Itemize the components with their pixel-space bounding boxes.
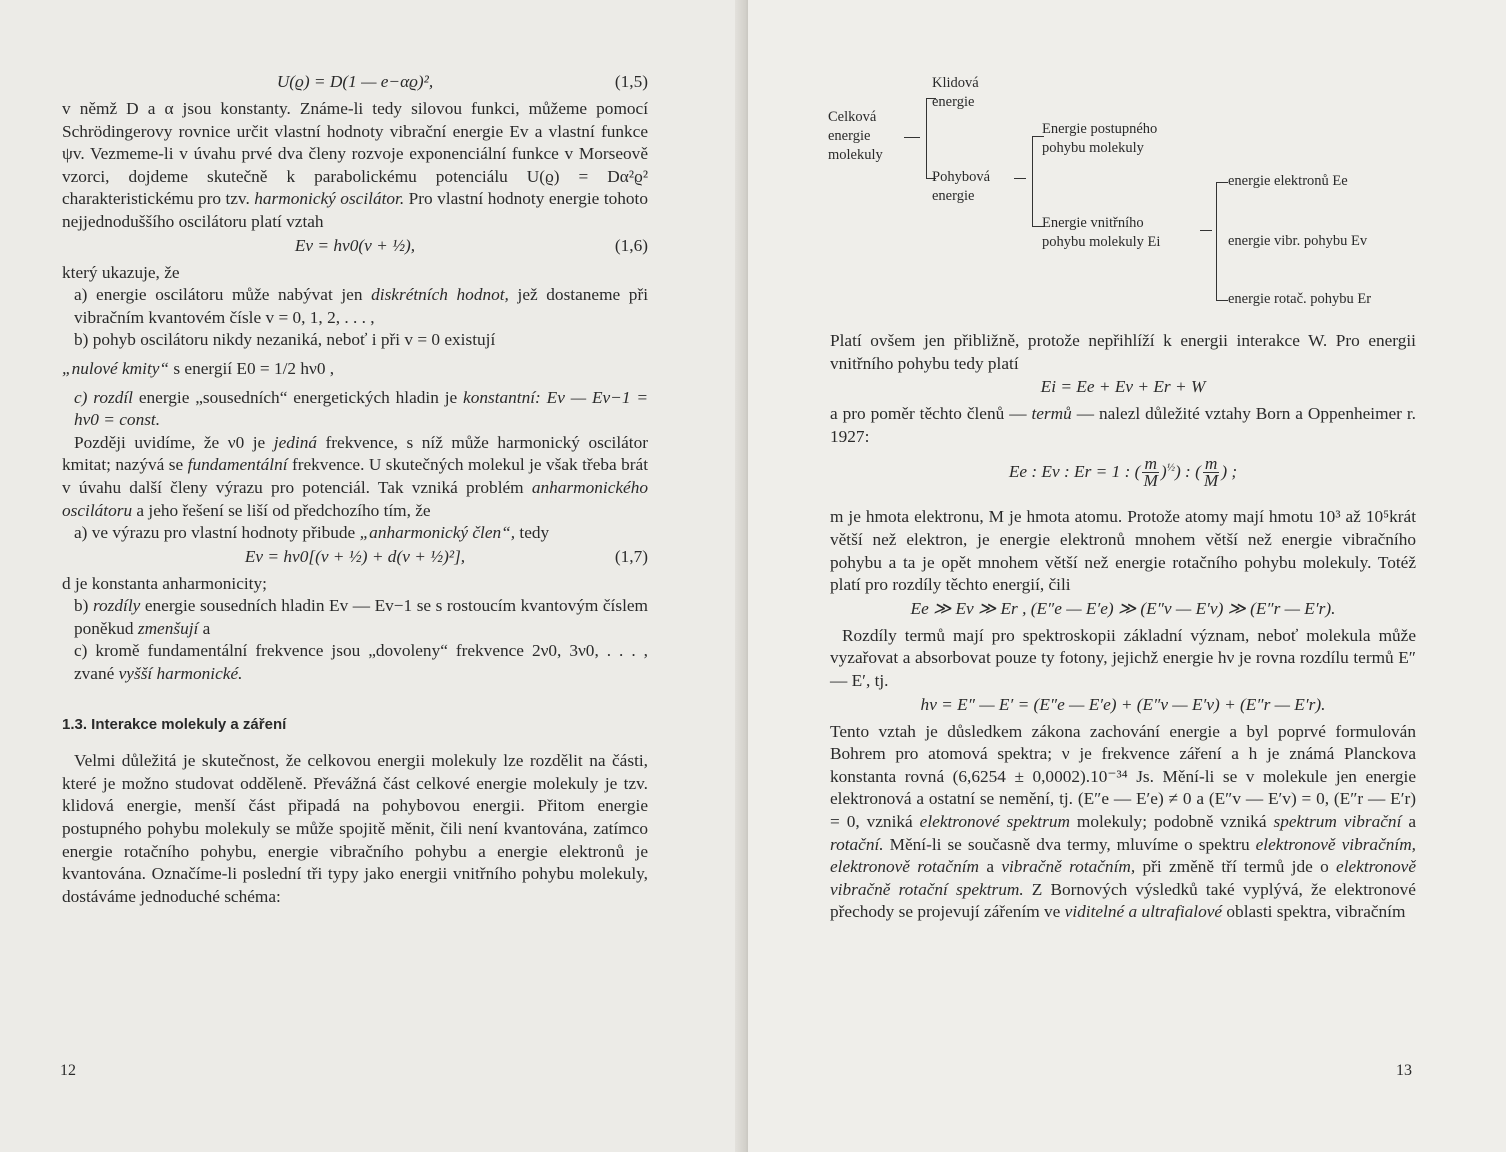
equation-inequalities: Ee ≫ Ev ≫ Er , (E″e — E′e) ≫ (E″v — E′v) ≫ (E″r — E′r).: [910, 598, 1336, 618]
list-item-a: a) energie oscilátoru může nabývat jen diskrétních hodnot, jež dostaneme při vibračním kvantovém čísle v = 0, 1, 2, . . . ,: [74, 285, 649, 327]
equation-1-6-number: (1,6): [614, 235, 648, 255]
equation-1-6: [62, 235, 648, 261]
page-number-right: 13: [1396, 1062, 1412, 1079]
paragraph-later: Později uvidíme, že ν0 je jediná frekvence, s níž může harmonický oscilátor kmitat; nazývá se fundamentální frekvence. U skutečných molekul je však třeba brát v úvahu další členy výrazu pro potenciál. Tak vzniká problém anharmonického oscilátoru a jeho řešení se liší od předchozího tím, že: [62, 432, 649, 520]
scheme-postupny: Energie postupného pohybu molekuly: [1042, 121, 1158, 156]
equation-inner-energy: Ei = Ee + Ev + Er + W: [1040, 377, 1206, 397]
scheme-rotac: energie rotač. pohybu Er: [1228, 291, 1372, 307]
paragraph-mass: m je hmota elektronu, M je hmota atomu. Protože atomy mají hmotu 10³ až 10⁵krát větší než elektron, je energie elektronů mnohem větší než energie vibračního pohybu a ta je opět mnohem větší než energie rotačního pohybu molekuly. Totéž platí pro rozdíly těchto energií, čili: [830, 507, 1416, 595]
energy-scheme-diagram: [828, 70, 1428, 320]
equation-1-5-number: (1,5): [614, 72, 648, 91]
equation-1-6-formula: Ev = hν0(v + ½),: [294, 235, 416, 255]
scheme-vibr: energie vibr. pohybu Ev: [1228, 233, 1368, 249]
equation-1-7: [62, 546, 648, 572]
equation-1-5: [62, 71, 648, 97]
paragraph-born: a pro poměr těchto členů — termů — nalezl důležité vztahy Born a Oppenheimer r. 1927:: [830, 404, 1416, 446]
equation-1-5-formula: U(ϱ) = D(1 — e−αϱ)²,: [276, 72, 434, 91]
section-heading: 1.3. Interakce molekuly a záření: [62, 715, 287, 733]
scheme-celkova: Celková energie molekuly: [828, 109, 883, 163]
paragraph-bohr: Tento vztah je důsledkem zákona zachování energie a byl poprvé formulován Bohrem pro atomová spektra; ν je frekvence záření a h je známá Planckova konstanta rovná (6,6254 ± 0,0002).10⁻³⁴ Js. Mění-li se v molekule jen energie elektronová a ostatní se nemění, tj. (E″e — E′e) ≠ 0 a (E″v — E′v) = 0, (E″r — E′r) = 0, vzniká elektronové spektrum molekuly; podobně vzniká spektrum vibrační a rotační. Mění-li se současně dva termy, mluvíme o spektru elektronově vibračním, elektronově rotačním a vibračně rotačním, při změně tří termů jde o elektronově vibračně rotační spektrum. Z Bornových výsledků také vyplývá, že elektronové přechody se projevují zářením ve viditelné a ultrafialové oblasti spektra, vibračním: [830, 721, 1417, 922]
equation-photon: hν = E″ — E′ = (E″e — E′e) + (E″v — E′v) + (E″r — E′r).: [920, 694, 1326, 714]
paragraph-which-shows: který ukazuje, že: [62, 262, 180, 282]
paragraph-energy-parts: Velmi důležitá je skutečnost, že celkovou energii molekuly lze rozdělit na části, které je možno studovat odděleně. Převážná část celkové energie molekuly je tzv. klidová energie, menší část připadá na pohybovou energii. Přitom energie postupného pohybu molekuly se může spojitě měnit, čili není kvantována, zatímco energie rotačního pohybu, energie vibračního pohybu a energie elektronů je kvantována. Označíme-li poslední tři typy jako energii vnitřního pohybu molekuly, dostáváme jednoduché schéma:: [62, 751, 648, 906]
left-page: [0, 0, 748, 1152]
equation-1-7-formula: Ev = hν0[(v + ½) + d(v + ½)²],: [244, 546, 466, 566]
list-item-b-line2: „nulové kmity“ s energií E0 = 1/2 hν0 ,: [62, 358, 335, 378]
scheme-pohybova: Pohybová energie: [932, 169, 990, 204]
right-page: [748, 0, 1506, 1152]
list-item-c2: c) kromě fundamentální frekvence jsou „dovoleny“ frekvence 2ν0, 3ν0, . . . , zvané vyšší harmonické.: [74, 641, 648, 684]
left-page-text: [62, 70, 648, 908]
list-item-c: c) rozdíl energie „sousedních“ energetických hladin je konstantní: Ev — Ev−1 = hν0 = const.: [74, 387, 648, 430]
scheme-vnitrni: Energie vnitřního pohybu molekuly Ei: [1042, 215, 1161, 250]
paragraph-differences: Rozdíly termů mají pro spektroskopii základní význam, neboť molekula může vyzařovat a absorbovat pouze ty fotony, jejichž energie hν je rovna rozdílu termů E″ — E′, tj.: [830, 625, 1416, 690]
scheme-klidova: Klidová energie: [932, 75, 979, 110]
list-item-b2: b) rozdíly energie sousedních hladin Ev — Ev−1 se s rostoucím kvantovým číslem poněkud zmenšují a: [74, 596, 648, 638]
list-item-a2: a) ve výrazu pro vlastní hodnoty přibude „anharmonický člen“, tedy: [74, 523, 550, 543]
equation-born-oppenheimer: Ee : Ev : Er = 1 : ( $\frac{m}{M}$ )$^{\frac{1}{2}}$) : ( $\frac{m}{M}$ ) ;: [1008, 454, 1238, 491]
scheme-elektronu: energie elektronů Ee: [1228, 173, 1348, 189]
equation-1-7-number: (1,7): [614, 546, 648, 566]
paragraph-constants: v němž D a α jsou konstanty. Známe-li tedy silovou funkci, můžeme pomocí Schrödingerovy rovnice určit vlastní hodnoty vibrační energie Ev a vlastní funkce ψv. Vezmeme-li v úvahu prvé dva členy rozvoje exponenciální funkce v Morseově vzorci, dojdeme skutečně k parabolickému potenciálu U(ϱ) = Dα²ϱ² charakteristickému pro tzv. harmonický oscilátor. Pro vlastní hodnoty energie tohoto nejjednoduššího oscilátoru platí vztah: [62, 99, 648, 231]
paragraph-approximately: Platí ovšem jen přibližně, protože nepřihlíží k energii interakce W. Pro energii vnitřního pohybu tedy platí: [830, 331, 1416, 373]
list-item-b: b) pohyb oscilátoru nikdy nezaniká, neboť i při v = 0 existují: [74, 330, 496, 350]
paragraph-anharmonicity: d je konstanta anharmonicity;: [62, 573, 267, 593]
page-number-left: 12: [60, 1062, 76, 1079]
right-page-text: [830, 330, 1416, 924]
